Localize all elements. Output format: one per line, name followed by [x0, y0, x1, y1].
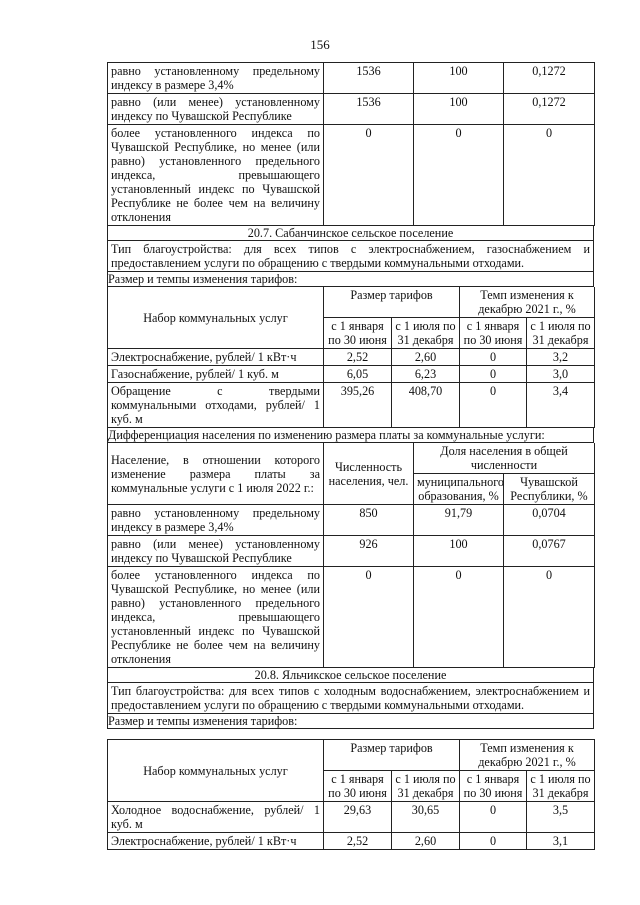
- table-row: [108, 63, 595, 94]
- tariff-rate-header: Темп изменения к декабрю 2021 г., %: [460, 740, 595, 771]
- diff-count: 926: [324, 536, 414, 567]
- period-jan-header: с 1 января по 30 июня: [324, 318, 392, 349]
- rate-jan: 0: [460, 802, 527, 833]
- service-name: Электроснабжение, рублей/ 1 кВт·ч: [108, 833, 324, 850]
- period-jan-header: с 1 января по 30 июня: [324, 771, 392, 802]
- section-7-text: [107, 226, 594, 287]
- diff-count: 1536: [324, 94, 414, 125]
- rate-jul: 3,2: [527, 349, 595, 366]
- service-name: Обращение с твердыми коммунальными отходами, рублей/ 1 куб. м: [108, 383, 324, 428]
- rate-jan-header: с 1 января по 30 июня: [460, 771, 527, 802]
- diff-municipal: 100: [414, 94, 504, 125]
- rate-jul: 3,4: [527, 383, 595, 428]
- table-row: [108, 366, 595, 383]
- service-name: Холодное водоснабжение, рублей/ 1 куб. м: [108, 802, 324, 833]
- rate-jul: 3,1: [527, 833, 595, 850]
- diff-label: равно установленному предельному индексу в размере 3,4%: [108, 505, 324, 536]
- tariffs-caption: Размер и темпы изменения тарифов:: [108, 714, 594, 729]
- document-body: [107, 62, 594, 850]
- diff-republic: 0,1272: [504, 63, 595, 94]
- population-diff-table-continued: [107, 62, 595, 226]
- municipal-header: муниципального образования, %: [414, 474, 504, 505]
- diff-label: равно (или менее) установленному индексу по Чувашской Республике: [108, 536, 324, 567]
- rate-jul-header: с 1 июля по 31 декабря: [527, 771, 595, 802]
- tariff-jan: 395,26: [324, 383, 392, 428]
- table-row: [108, 505, 595, 536]
- diff-municipal: 0: [414, 567, 504, 668]
- service-name: Газоснабжение, рублей/ 1 куб. м: [108, 366, 324, 383]
- diff-republic: 0: [504, 125, 595, 226]
- diff-municipal: 100: [414, 536, 504, 567]
- tariffs-table: [107, 739, 595, 850]
- tariff-jul: 6,23: [392, 366, 460, 383]
- tariff-rate-header: Темп изменения к декабрю 2021 г., %: [460, 287, 595, 318]
- tariff-jul: 30,65: [392, 802, 460, 833]
- rate-jan: 0: [460, 833, 527, 850]
- share-header: Доля населения в общей численности: [414, 443, 595, 474]
- table-row: [108, 567, 595, 668]
- section-8-text: [107, 668, 594, 729]
- diff-count: 0: [324, 567, 414, 668]
- diff-label: равно установленному предельному индексу в размере 3,4%: [108, 63, 324, 94]
- diff-count: 850: [324, 505, 414, 536]
- period-jul-header: с 1 июля по 31 декабря: [392, 318, 460, 349]
- page-number: 156: [310, 37, 330, 52]
- diff-republic: 0: [504, 567, 595, 668]
- tariff-jul: 2,60: [392, 349, 460, 366]
- tariff-jul: 408,70: [392, 383, 460, 428]
- population-diff-table: [107, 443, 595, 668]
- diff-count: 1536: [324, 63, 414, 94]
- tariff-size-header: Размер тарифов: [324, 287, 460, 318]
- count-header: Численность населения, чел.: [324, 443, 414, 505]
- table-row: [108, 349, 595, 366]
- diff-label: более установленного индекса по Чувашской Республике, но менее (или равно) установленного предельного индекса, превышающего установленный индекс по Чувашской Республике не более чем на величину отклонения: [108, 125, 324, 226]
- rate-jan-header: с 1 января по 30 июня: [460, 318, 527, 349]
- rate-jan: 0: [460, 349, 527, 366]
- tariff-jan: 2,52: [324, 833, 392, 850]
- services-header: Набор коммунальных услуг: [108, 740, 324, 802]
- diff-label: равно (или менее) установленному индексу по Чувашской Республике: [108, 94, 324, 125]
- rate-jul-header: с 1 июля по 31 декабря: [527, 318, 595, 349]
- improvement-type: Тип благоустройства: для всех типов с холодным водоснабжением, электроснабжением и предоставлением услуги по обращению с твердыми коммунальными отходами.: [108, 683, 594, 714]
- population-header: Население, в отношении которого изменение размера платы за коммунальные услуги с 1 июля 2022 г.:: [108, 443, 324, 505]
- rate-jul: 3,0: [527, 366, 595, 383]
- diff-municipal: 91,79: [414, 505, 504, 536]
- table-row: [108, 125, 595, 226]
- rate-jan: 0: [460, 383, 527, 428]
- tariff-jul: 2,60: [392, 833, 460, 850]
- section-title: 20.8. Яльчикское сельское поселение: [108, 668, 594, 683]
- diff-republic: 0,1272: [504, 94, 595, 125]
- republic-header: Чувашской Республики, %: [504, 474, 595, 505]
- tariff-jan: 29,63: [324, 802, 392, 833]
- diff-republic: 0,0767: [504, 536, 595, 567]
- tariff-jan: 6,05: [324, 366, 392, 383]
- improvement-type: Тип благоустройства: для всех типов с электроснабжением, газоснабжением и предоставлением услуги по обращению с твердыми коммунальными отходами.: [108, 241, 594, 272]
- table-row: [108, 536, 595, 567]
- diff-municipal: 0: [414, 125, 504, 226]
- diff-count: 0: [324, 125, 414, 226]
- rate-jul: 3,5: [527, 802, 595, 833]
- diff-caption-block: [107, 428, 594, 443]
- tariff-jan: 2,52: [324, 349, 392, 366]
- services-header: Набор коммунальных услуг: [108, 287, 324, 349]
- period-jul-header: с 1 июля по 31 декабря: [392, 771, 460, 802]
- tariff-size-header: Размер тарифов: [324, 740, 460, 771]
- tariffs-caption: Размер и темпы изменения тарифов:: [108, 272, 594, 287]
- diff-republic: 0,0704: [504, 505, 595, 536]
- table-row: [108, 383, 595, 428]
- diff-municipal: 100: [414, 63, 504, 94]
- table-row: [108, 94, 595, 125]
- tariffs-table: [107, 287, 595, 428]
- rate-jan: 0: [460, 366, 527, 383]
- service-name: Электроснабжение, рублей/ 1 кВт·ч: [108, 349, 324, 366]
- section-title: 20.7. Сабанчинское сельское поселение: [108, 226, 594, 241]
- table-row: [108, 802, 595, 833]
- diff-caption: Дифференциация населения по изменению размера платы за коммунальные услуги:: [108, 428, 594, 443]
- diff-label: более установленного индекса по Чувашской Республике, но менее (или равно) установленного предельного индекса, превышающего установленный индекс по Чувашской Республике не более чем на величину отклонения: [108, 567, 324, 668]
- table-row: [108, 833, 595, 850]
